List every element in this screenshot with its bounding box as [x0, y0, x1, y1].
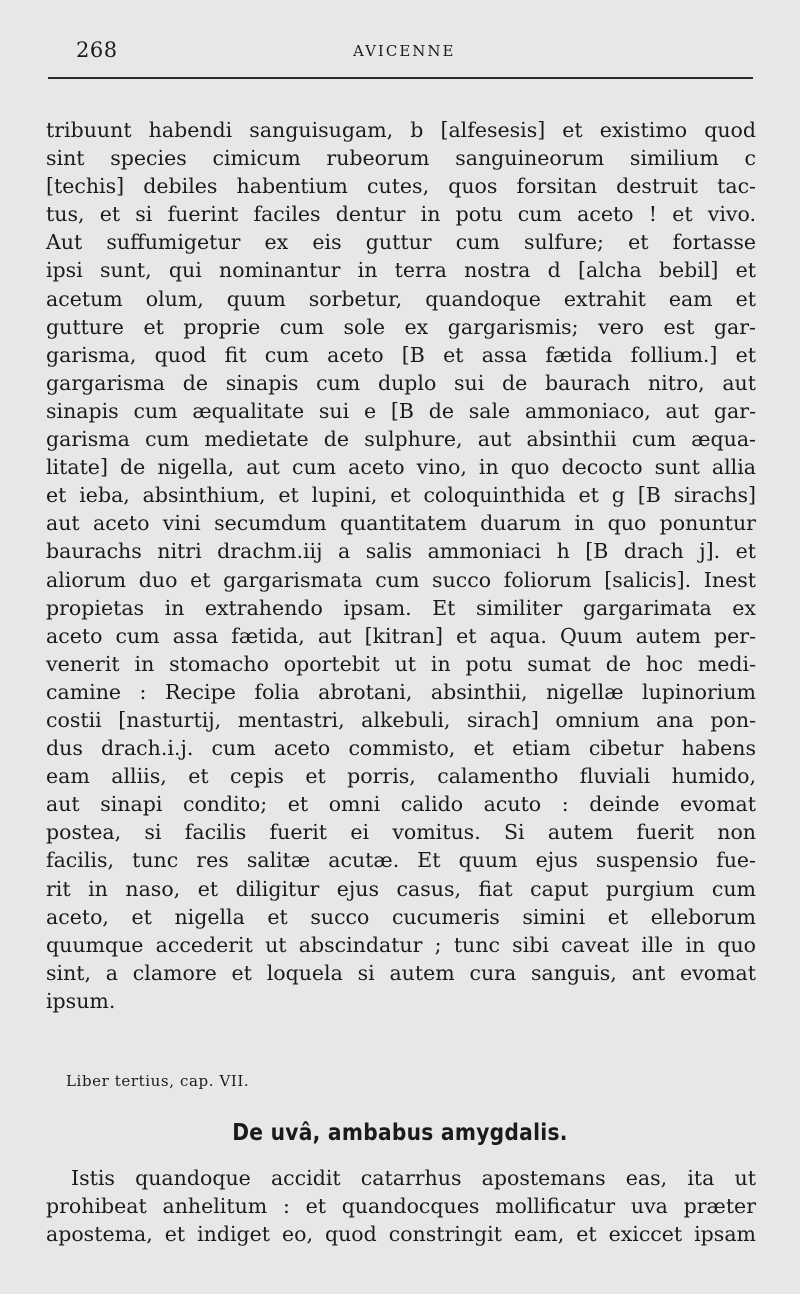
text-line: facilis, tunc res salitæ acutæ. Et quum ejus suspensio fue-	[46, 848, 756, 873]
text-line: rit in naso, et diligitur ejus casus, fiat caput purgium cum	[46, 876, 756, 901]
page-header	[48, 36, 753, 76]
text-line: sinapis cum æqualitate sui e [B de sale ammoniaco, aut gar-	[46, 398, 756, 423]
text-line: camine : Recipe folia abrotani, absinthii, nigellæ lupinorium	[46, 679, 756, 704]
text-line: tribuunt habendi sanguisugam, b [alfesesis] et existimo quod	[46, 118, 756, 142]
text-line: apostema, et indiget eo, quod constringit eam, et exiccet ipsam	[46, 1222, 756, 1247]
text-line: dus drach.i.j. cum aceto commisto, et etiam cibetur habens	[46, 736, 756, 761]
text-line: eam alliis, et cepis et porris, calamentho fluviali humido,	[46, 764, 756, 789]
text-line: prohibeat anhelitum : et quandocques mollificatur uva præter	[46, 1194, 756, 1219]
text-line: costii [nasturtij, mentastri, alkebuli, sirach] omnium ana pon-	[46, 707, 756, 732]
text-line: Aut suffumigetur ex eis guttur cum sulfure; et fortasse	[46, 230, 756, 255]
section-text	[46, 1164, 756, 1248]
text-line: Istis quandoque accidit catarrhus apostemans eas, ita ut	[71, 1166, 756, 1190]
page-number: 268	[76, 38, 118, 62]
header-rule	[48, 77, 753, 79]
text-line: garisma, quod fit cum aceto [B et assa fætida follium.] et	[46, 342, 756, 367]
text-line: acetum olum, quum sorbetur, quandoque extrahit eam et	[46, 286, 756, 311]
text-line: quumque accederit ut abscindatur ; tunc sibi caveat ille in quo	[46, 932, 756, 957]
text-line: aceto cum assa fætida, aut [kitran] et aqua. Quum autem per-	[46, 623, 756, 648]
text-line: et ieba, absinthium, et lupini, et coloquinthida et g [B sirachs]	[46, 483, 756, 508]
text-line: baurachs nitri drachm.iij a salis ammoniaci h [B drach j]. et	[46, 539, 756, 564]
text-line: sint species cimicum rubeorum sanguineorum similium c	[46, 146, 756, 171]
text-line: litate] de nigella, aut cum aceto vino, in quo decocto sunt allia	[46, 455, 756, 480]
text-line: aut sinapi condito; et omni calido acuto : deinde evomat	[46, 792, 756, 817]
body-text	[46, 116, 756, 1015]
text-line: aceto, et nigella et succo cucumeris simini et elleborum	[46, 904, 756, 929]
text-line: [techis] debiles habentium cutes, quos forsitan destruit tac-	[46, 174, 756, 199]
text-line: ipsum.	[46, 988, 116, 1013]
running-head: AVICENNE	[353, 42, 456, 60]
text-line: tus, et si fuerint faciles dentur in potu cum aceto ! et vivo.	[46, 202, 756, 227]
text-line: aut aceto vini secumdum quantitatem duarum in quo ponuntur	[46, 511, 756, 536]
section-title: De uvâ, ambabus amygdalis.	[232, 1120, 568, 1146]
text-line: gutture et proprie cum sole ex gargarismis; vero est gar-	[46, 314, 756, 339]
text-line: aliorum duo et gargarismata cum succo foliorum [salicis]. Inest	[46, 567, 756, 592]
text-line: gargarisma de sinapis cum duplo sui de baurach nitro, aut	[46, 370, 756, 395]
text-line: sint, a clamore et loquela si autem cura sanguis, ant evomat	[46, 960, 756, 985]
text-line: ipsi sunt, qui nominantur in terra nostra d [alcha bebil] et	[46, 258, 756, 283]
text-line: garisma cum medietate de sulphure, aut absinthii cum æqua-	[46, 427, 756, 452]
text-line: postea, si facilis fuerit ei vomitus. Si autem fuerit non	[46, 820, 756, 845]
chapter-citation: Liber tertius, cap. VII.	[66, 1072, 250, 1090]
text-line: propietas in extrahendo ipsam. Et similiter gargarimata ex	[46, 595, 756, 620]
text-line: venerit in stomacho oportebit ut in potu sumat de hoc medi-	[46, 651, 756, 676]
